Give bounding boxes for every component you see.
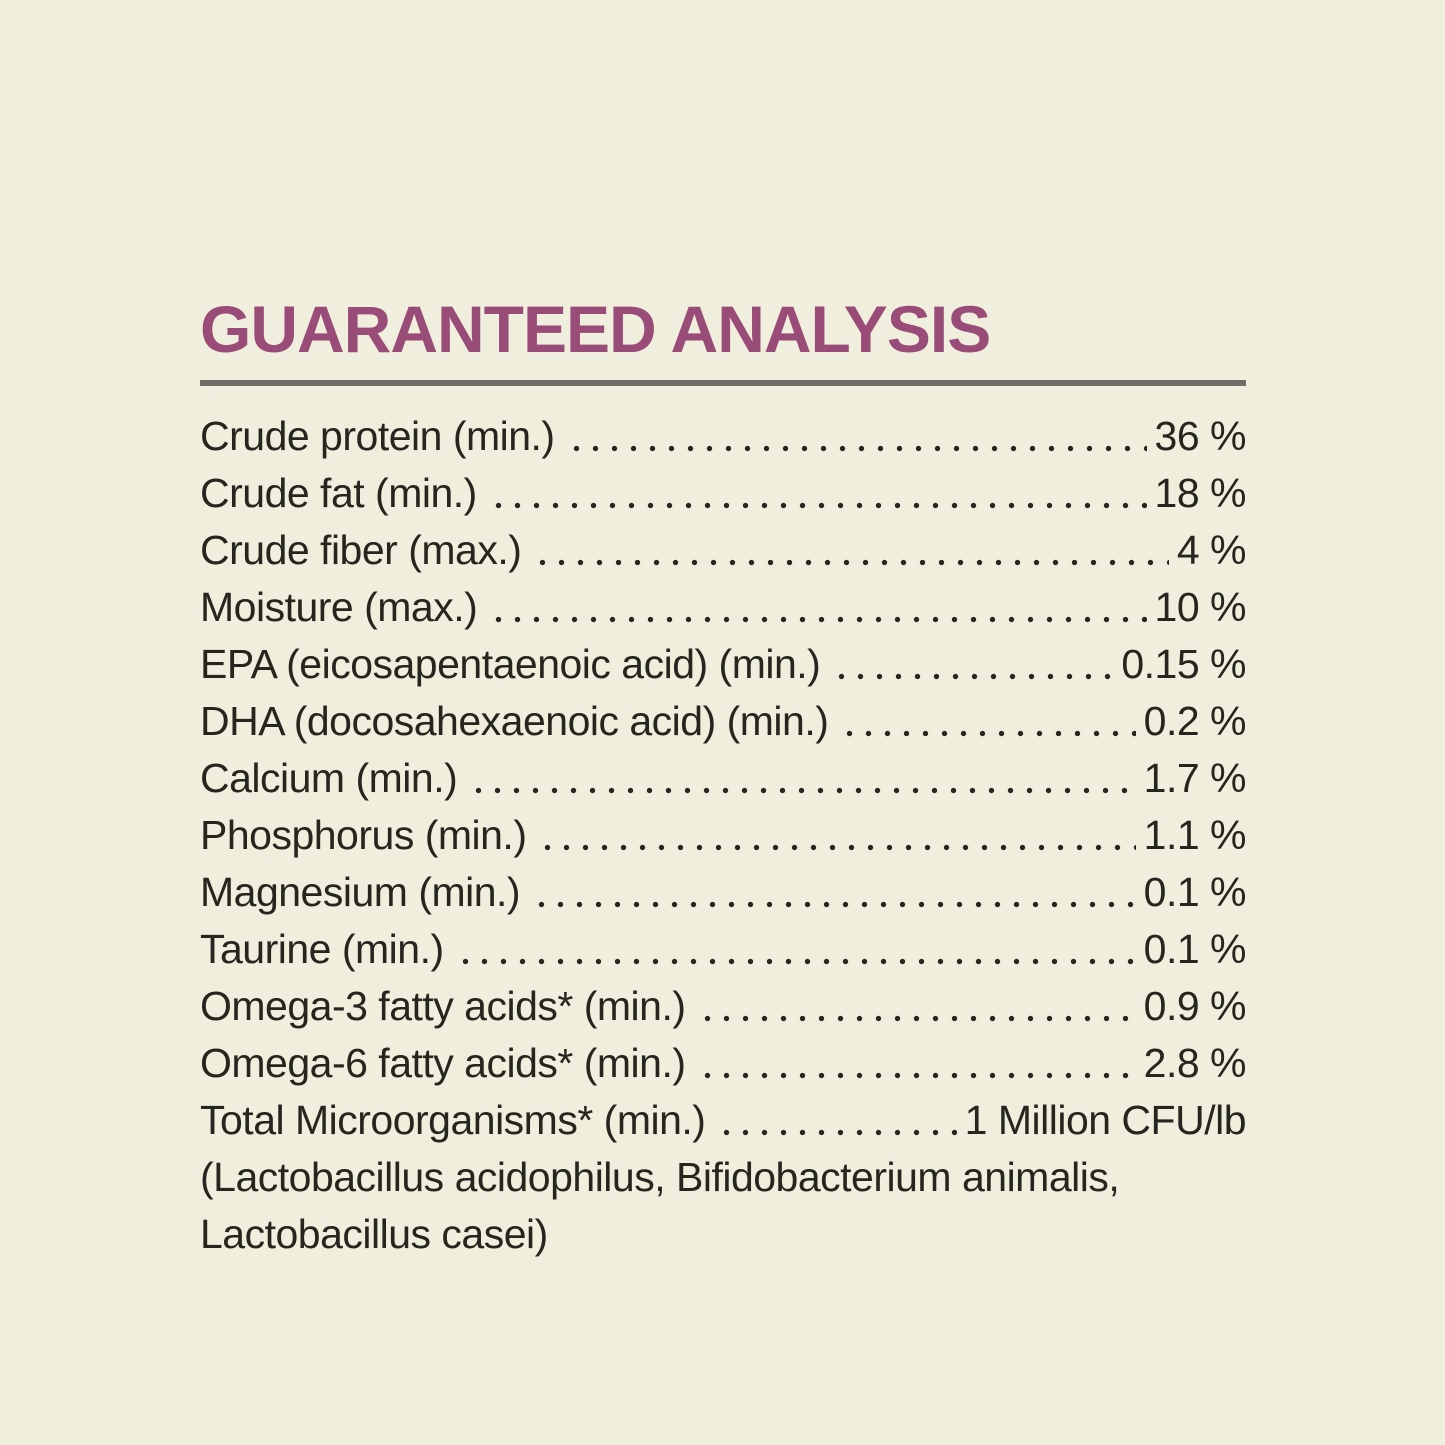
- table-row: [200, 1092, 1246, 1149]
- nutrient-label: Moisture (max.): [200, 584, 478, 630]
- table-row: [200, 579, 1246, 636]
- nutrient-label: Omega-6 fatty acids* (min.): [200, 1040, 686, 1086]
- nutrient-value: 18 %: [1154, 470, 1246, 516]
- dot-leader: [487, 579, 1146, 636]
- nutrient-label: Phosphorus (min.): [200, 812, 527, 858]
- dot-leader: [696, 978, 1136, 1035]
- nutrient-value: 36 %: [1154, 413, 1246, 459]
- table-row: [200, 864, 1246, 921]
- nutrient-value: 0.9 %: [1143, 983, 1246, 1029]
- footnote-line: (Lactobacillus acidophilus, Bifidobacterium animalis,: [200, 1154, 1120, 1200]
- table-row: [200, 750, 1246, 807]
- nutrient-label: Crude fat (min.): [200, 470, 477, 516]
- table-row: [200, 465, 1246, 522]
- nutrient-label: Omega-3 fatty acids* (min.): [200, 983, 686, 1029]
- nutrient-label: Magnesium (min.): [200, 869, 521, 915]
- divider: [200, 380, 1246, 386]
- nutrient-value: 0.15 %: [1121, 641, 1246, 687]
- table-row: [200, 408, 1246, 465]
- nutrient-label: Crude fiber (max.): [200, 527, 522, 573]
- table-row: [200, 921, 1246, 978]
- dot-leader: [696, 1035, 1136, 1092]
- table-row: [200, 636, 1246, 693]
- table-row: [200, 978, 1246, 1035]
- nutrient-label: DHA (docosahexaenoic acid) (min.): [200, 698, 829, 744]
- analysis-table: [200, 408, 1246, 1149]
- nutrient-label: Calcium (min.): [200, 755, 458, 801]
- dot-leader: [838, 693, 1135, 750]
- probiotics-footnote: [200, 1149, 1246, 1263]
- nutrient-label: Taurine (min.): [200, 926, 444, 972]
- nutrient-value: 0.2 %: [1143, 698, 1246, 744]
- dot-leader: [565, 408, 1147, 465]
- nutrient-value: 2.8 %: [1143, 1040, 1246, 1086]
- nutrient-value: 0.1 %: [1143, 926, 1246, 972]
- nutrient-value: 1 Million CFU/lb: [964, 1097, 1246, 1143]
- nutrient-value: 10 %: [1154, 584, 1246, 630]
- table-row: [200, 807, 1246, 864]
- table-row: [200, 693, 1246, 750]
- dot-leader: [536, 807, 1135, 864]
- nutrient-value: 1.7 %: [1143, 755, 1246, 801]
- dot-leader: [467, 750, 1135, 807]
- nutrient-value: 4 %: [1176, 527, 1246, 573]
- nutrient-value: 0.1 %: [1143, 869, 1246, 915]
- nutrient-value: 1.1 %: [1143, 812, 1246, 858]
- table-row: [200, 1035, 1246, 1092]
- dot-leader: [531, 522, 1168, 579]
- nutrient-label: Total Microorganisms* (min.): [200, 1097, 706, 1143]
- table-row: [200, 522, 1246, 579]
- dot-leader: [454, 921, 1136, 978]
- dot-leader: [530, 864, 1136, 921]
- dot-leader: [830, 636, 1113, 693]
- dot-leader: [715, 1092, 956, 1149]
- guaranteed-analysis-section: [200, 294, 1246, 1263]
- nutrient-label: Crude protein (min.): [200, 413, 555, 459]
- footnote-line: Lactobacillus casei): [200, 1211, 548, 1257]
- dot-leader: [487, 465, 1147, 522]
- page-title: GUARANTEED ANALYSIS: [200, 292, 991, 366]
- nutrient-label: EPA (eicosapentaenoic acid) (min.): [200, 641, 821, 687]
